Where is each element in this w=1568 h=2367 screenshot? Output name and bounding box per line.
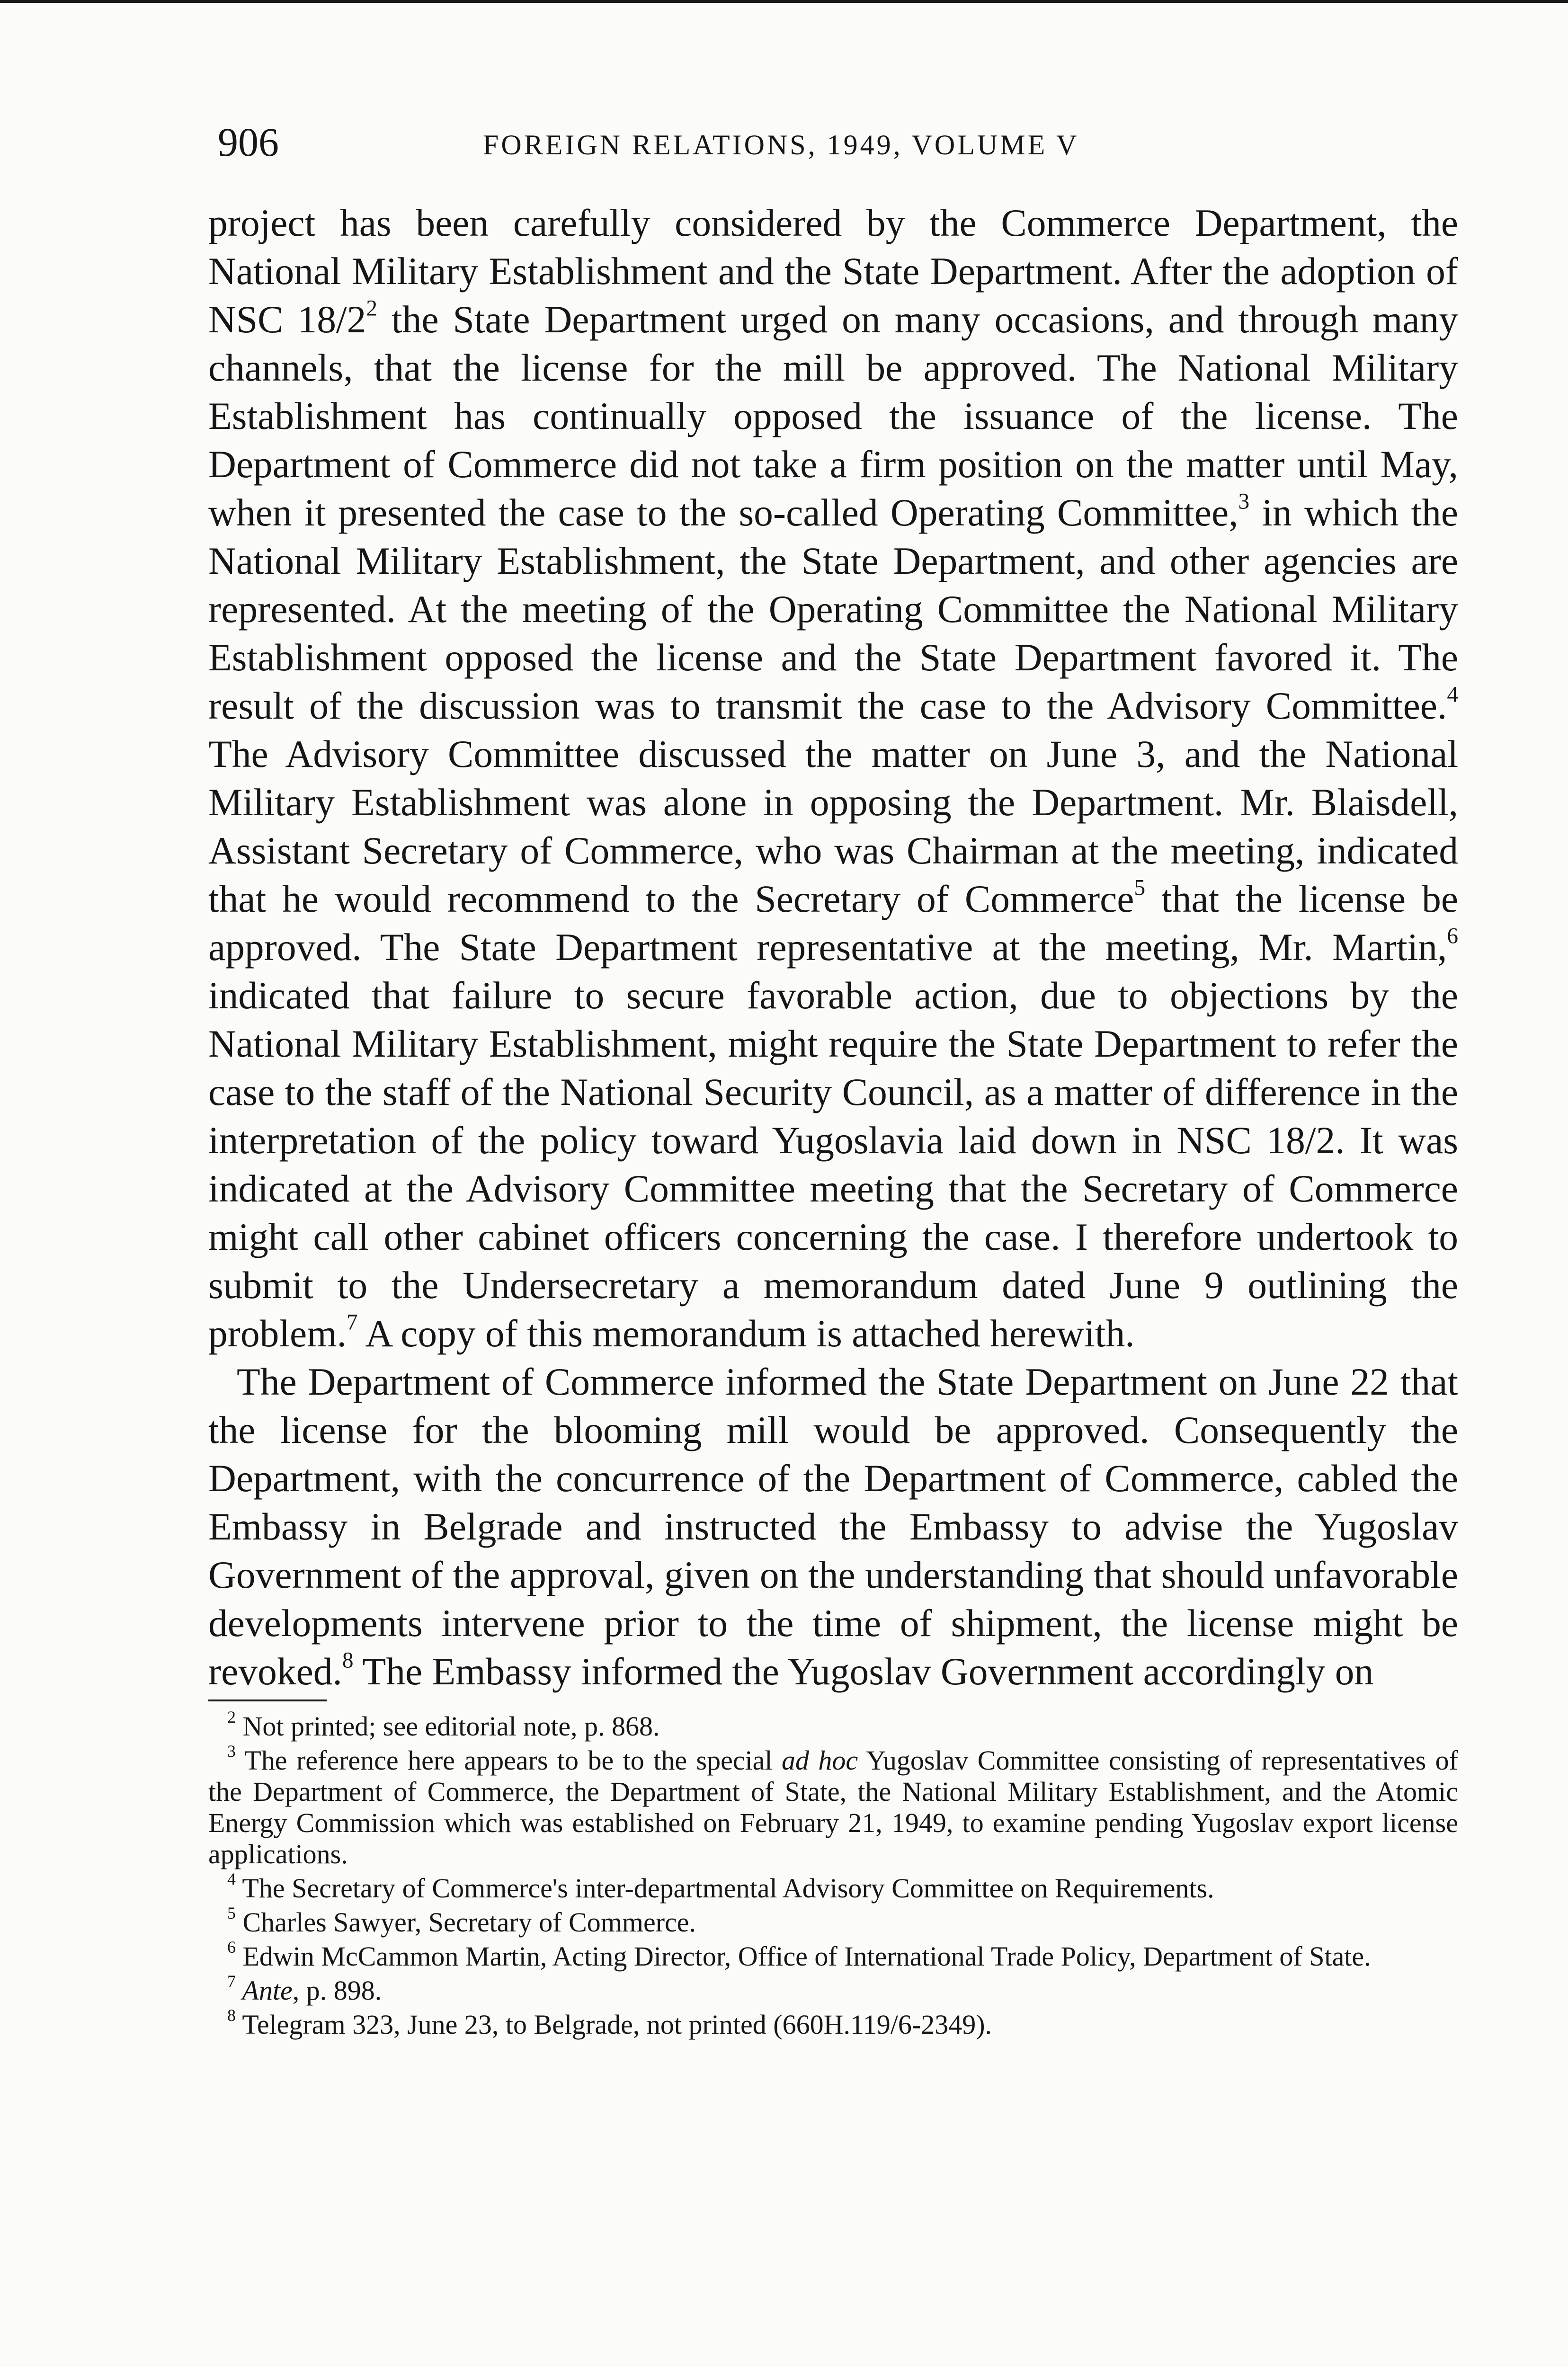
footnote-marker: 3 xyxy=(227,1742,236,1761)
footnote-7 xyxy=(208,1972,1458,2006)
footnote-marker: 5 xyxy=(227,1904,236,1923)
text-run: the State Department urged on many occasions, and through many channels, that the license for the mill be approved. The National Military Establishment has continually opposed the issuance of the license. The Department of Commerce did not take a firm position on the matter until May, when it presented the case to the so-called Operating Committee, xyxy=(208,298,1458,534)
text-run: Telegram 323, June 23, to Belgrade, not printed (660H.119/6-2349). xyxy=(235,2009,992,2040)
footnotes xyxy=(208,1708,1458,2040)
page xyxy=(208,118,1458,2043)
running-title: FOREIGN RELATIONS, 1949, VOLUME V xyxy=(483,129,1079,160)
footnote-marker: 7 xyxy=(346,1310,358,1335)
text-run: , p. 898. xyxy=(292,1975,382,2006)
text-run: The Advisory Committee discussed the matter on June 3, and the National Military Establishment was alone in opposing the Department. Mr. Blaisdell, Assistant Secretary of Commerce, who was Chairman at the meeting, indicated that he would recommend to the Secretary of Commerce xyxy=(208,732,1458,920)
footnote-marker: 4 xyxy=(1447,682,1458,707)
text-run: Charles Sawyer, Secretary of Commerce. xyxy=(235,1907,696,1938)
footnote-3 xyxy=(208,1742,1458,1870)
footnote-6 xyxy=(208,1938,1458,1972)
italic-text: ad hoc xyxy=(781,1745,858,1776)
footnote-marker: 6 xyxy=(227,1938,236,1957)
footnote-4 xyxy=(208,1869,1458,1904)
text-run: The Department of Commerce informed the State Department on June 22 that the license for the blooming mill would be approved. Consequently the Department, with the concurrence of the Department of Commerce, cabled the Embassy in Belgrade and instructed the Embassy to advise the Yugoslav Government of the approval, given on the understanding that should unfavorable developments intervene prior to the time of shipment, the license might be revoked. xyxy=(208,1360,1458,1693)
page-number: 906 xyxy=(218,119,279,165)
text-run: Yugoslav Committee consisting of representatives of the Department of Commerce, the Department of State, the National Military Establishment, and the Atomic Energy Commission which was established on February 21, 1949, to examine pending Yugoslav export license applications. xyxy=(208,1745,1458,1869)
paragraph-1 xyxy=(208,199,1458,1358)
footnote-marker: 2 xyxy=(366,296,378,321)
footnote-marker: 3 xyxy=(1238,489,1250,514)
text-run: Not printed; see editorial note, p. 868. xyxy=(235,1711,660,1742)
page-header xyxy=(208,118,1458,185)
text-run: The Embassy informed the Yugoslav Government accordingly on xyxy=(353,1650,1374,1693)
body-text xyxy=(208,199,1458,1696)
text-run: in which the National Military Establishment, the State Department, and other agencies are represented. At the meeting of the Operating Committee the National Military Establishment opposed the license and the State Department favored it. The result of the discussion was to transmit the case to the Advisory Committee. xyxy=(208,491,1458,727)
footnote-5 xyxy=(208,1904,1458,1938)
text-run: A copy of this memorandum is attached herewith. xyxy=(357,1312,1135,1355)
footnote-divider xyxy=(208,1700,327,1701)
text-run: that the license be approved. The State Department representative at the meeting, Mr. Martin, xyxy=(208,877,1458,969)
text-run: project has been carefully considered by the Commerce Department, the National Military Establishment and the State Department. After the adoption of NSC 18/2 xyxy=(208,201,1458,341)
paragraph-2 xyxy=(208,1358,1458,1696)
footnote-2 xyxy=(208,1708,1458,1742)
footnote-marker: 7 xyxy=(227,1972,236,1991)
footnote-marker: 8 xyxy=(227,2006,236,2025)
footnote-marker: 5 xyxy=(1134,875,1146,900)
footnote-marker: 8 xyxy=(342,1648,354,1673)
top-edge-rule xyxy=(0,0,1568,3)
footnote-marker: 4 xyxy=(227,1869,236,1889)
italic-text: Ante xyxy=(235,1975,293,2006)
footnote-marker: 6 xyxy=(1447,924,1458,949)
footnote-marker: 2 xyxy=(227,1708,236,1727)
text-run: The Secretary of Commerce's inter-departmental Advisory Committee on Requirements. xyxy=(235,1873,1214,1904)
text-run: Edwin McCammon Martin, Acting Director, Office of International Trade Policy, Department of State. xyxy=(235,1941,1371,1972)
text-run: The reference here appears to be to the special xyxy=(235,1745,782,1776)
text-run: indicated that failure to secure favorable action, due to objections by the National Military Establishment, might require the State Department to refer the case to the staff of the National Security Council, as a matter of difference in the interpretation of the policy toward Yugoslavia laid down in NSC 18/2. It was indicated at the Advisory Committee meeting that the Secretary of Commerce might call other cabinet officers concerning the case. I therefore undertook to submit to the Undersecretary a memorandum dated June 9 outlining the problem. xyxy=(208,974,1458,1355)
footnote-8 xyxy=(208,2006,1458,2040)
